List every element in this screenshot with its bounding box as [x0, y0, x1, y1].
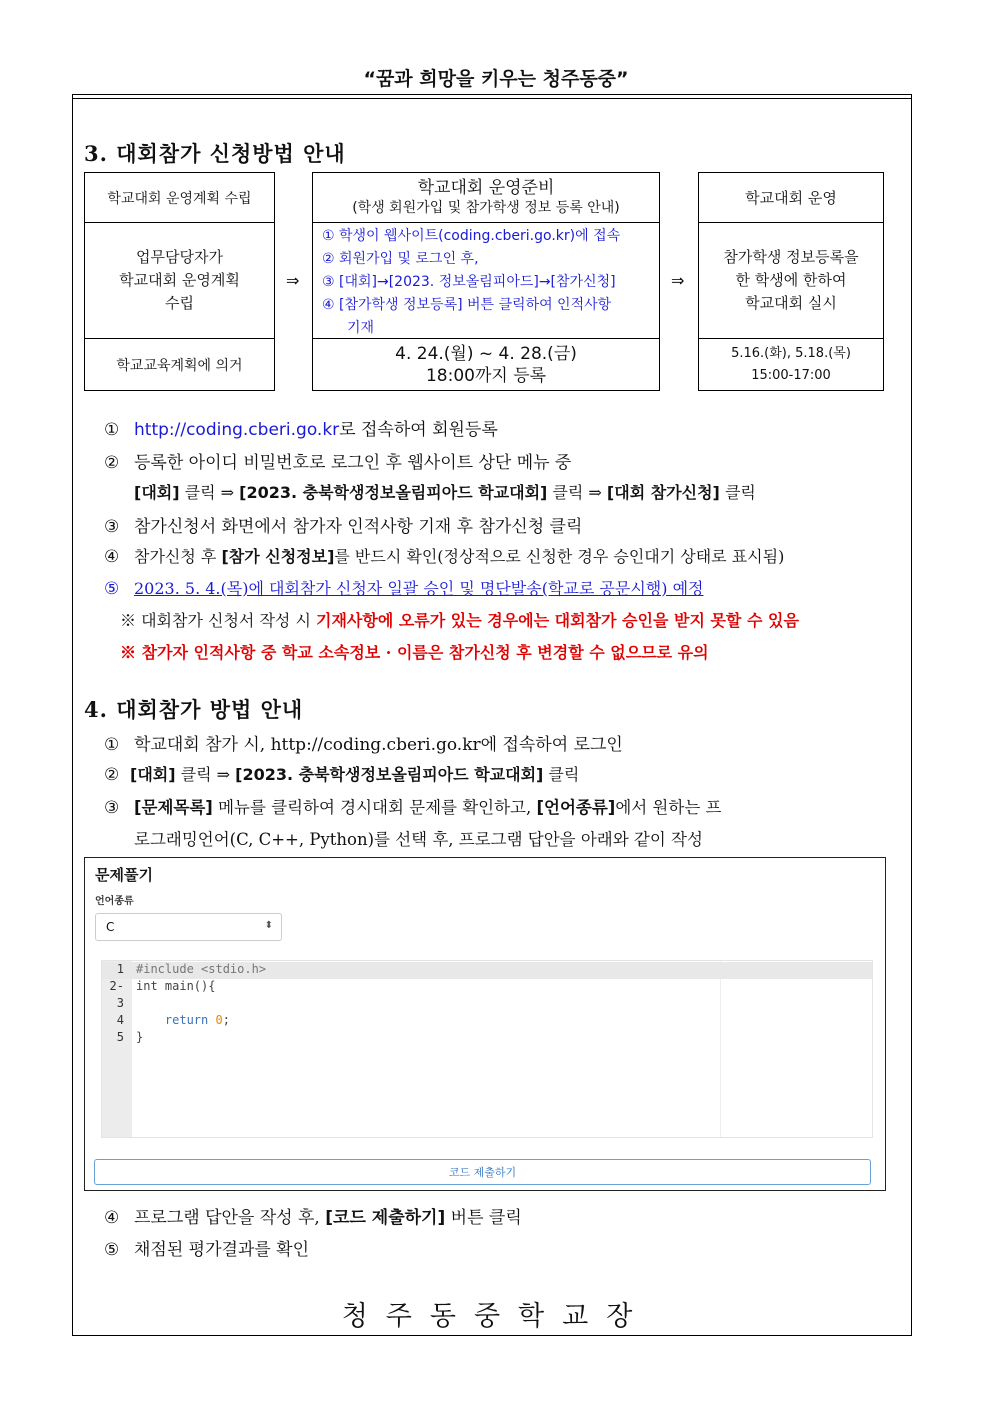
s3-item-2-continued — [134, 480, 756, 503]
box-plan-body-line: 업무담당자가 — [136, 248, 223, 266]
box-plan-body — [85, 222, 274, 338]
box-prepare-steps — [313, 222, 659, 338]
item-text: 참가신청 후 — [134, 547, 222, 566]
box-run-footer — [699, 338, 883, 390]
language-select[interactable] — [95, 913, 282, 941]
code-text: #include <stdio.h> — [136, 962, 267, 976]
menu-school-contest: [2023. 충북학생정보올림피아드 학교대회] — [235, 765, 544, 784]
flow-box-plan — [84, 172, 275, 391]
principal-signature: 청주동중학교장 — [341, 1301, 651, 1332]
prepare-step: ① 학생이 웹사이트(coding.cberi.go.kr)에 접속 — [322, 228, 621, 244]
code-editor[interactable] — [101, 960, 873, 1138]
panel-title: 문제풀기 — [95, 866, 153, 884]
menu-school-contest: [2023. 충북학생정보올림피아드 학교대회] — [239, 483, 548, 502]
s3-item-4 — [104, 544, 784, 567]
s4-item-3 — [104, 794, 721, 818]
flow-arrow: ⇒ — [671, 271, 685, 290]
item-text: 클릭 ⇒ — [179, 483, 240, 502]
box-run-body-line: 학교대회 실시 — [745, 294, 837, 312]
item-number: ④ — [104, 1208, 120, 1228]
s3-item-3 — [104, 512, 582, 537]
box-run-body-line: 참가학생 정보등록을 — [723, 248, 859, 266]
item-number: ① — [104, 420, 120, 440]
note-text: ※ 대회참가 신청서 작성 시 — [120, 611, 316, 630]
box-run-body-line: 한 학생에 한하여 — [735, 271, 847, 289]
approval-notice: 2023. 5. 4.(목)에 대회참가 신청자 일괄 승인 및 명단발송(학교로 공문시행) 예정 — [134, 579, 704, 598]
item-text: 참가신청서 화면에서 참가자 인적사항 기재 후 참가신청 클릭 — [134, 517, 583, 537]
frame-double-line — [72, 98, 912, 99]
box-plan-body-line: 수립 — [165, 294, 194, 312]
flow-box-run — [698, 172, 884, 391]
prepare-step: ③ [대회]→[2023. 정보올림피아드]→[참가신청] — [322, 274, 616, 290]
item-number: ⑤ — [104, 1240, 120, 1260]
menu-apply: [대회 참가신청] — [606, 483, 720, 502]
s3-item-2 — [104, 448, 571, 473]
item-text: 등록한 아이디 비밀번호로 로그인 후 웹사이트 상단 메뉴 중 — [134, 453, 572, 473]
s4-item-1 — [104, 730, 623, 755]
item-number: ② — [104, 453, 120, 473]
item-number: ③ — [104, 517, 120, 537]
item-text: 클릭 — [543, 765, 580, 784]
prepare-step: 기재 — [347, 320, 375, 336]
line-number: 2- — [109, 979, 124, 993]
item-text: 에서 원하는 프 — [615, 798, 722, 817]
line-number: 5 — [116, 1030, 124, 1044]
menu-problem-list: [문제목록] — [134, 798, 213, 817]
code-line — [102, 962, 872, 979]
site-link[interactable]: http://coding.cberi.go.kr — [134, 420, 340, 440]
s4-item-3-continued: 로그래밍언어(C, C++, Python)를 선택 후, 프로그램 답안을 아래와 같이 작성 — [134, 830, 703, 849]
menu-contest: [대회] — [130, 765, 176, 784]
item-number: ③ — [104, 798, 120, 818]
select-arrows-icon: ⬍ — [264, 920, 273, 931]
code-line — [102, 979, 872, 996]
s4-item-4 — [104, 1203, 522, 1228]
language-label: 언어종류 — [95, 896, 134, 907]
submit-code-button[interactable]: 코드 제출하기 — [94, 1159, 871, 1185]
menu-contest: [대회] — [134, 483, 180, 502]
language-selected-value: C — [106, 920, 115, 934]
run-dates: 5.16.(화), 5.18.(목) — [731, 345, 851, 361]
problem-solve-panel — [84, 857, 886, 1191]
item-text: 메뉴를 클릭하여 경시대회 문제를 확인하고, — [212, 798, 537, 817]
box-run-body — [699, 222, 883, 338]
box-plan-body-line: 학교대회 운영계획 — [119, 271, 240, 289]
code-text: } — [136, 1030, 144, 1044]
menu-apply-info: [참가 신청정보] — [221, 547, 335, 566]
item-text: 학교대회 참가 시, http://coding.cberi.go.kr에 접속하여 로그인 — [134, 735, 623, 755]
item-text: 버튼 클릭 — [445, 1208, 522, 1228]
box-prepare-subtitle: (학생 회원가입 및 참가학생 정보 등록 안내) — [352, 199, 620, 216]
item-text: 클릭 — [719, 483, 756, 502]
flow-box-prepare — [312, 172, 660, 391]
box-prepare-title: 학교대회 운영준비 — [417, 177, 555, 198]
section3-title: 3. 대회참가 신청방법 안내 — [84, 141, 346, 166]
prepare-step: ② 회원가입 및 로그인 후, — [322, 251, 479, 267]
menu-language: [언어종류] — [536, 798, 616, 817]
item-text: 클릭 ⇒ — [175, 765, 236, 784]
code-line — [102, 1030, 872, 1047]
box-prepare-header — [313, 173, 659, 222]
s3-item-1 — [104, 415, 498, 440]
note-warning: 기재사항에 오류가 있는 경우에는 대회참가 승인을 받지 못할 수 있음 — [316, 611, 799, 630]
s3-note-2: ※ 참가자 인적사항 중 학교 소속정보 · 이름은 참가신청 후 변경할 수 없으므로 유의 — [120, 643, 709, 662]
item-text: 프로그램 답안을 작성 후, — [134, 1208, 326, 1228]
box-run-header: 학교대회 운영 — [745, 189, 837, 207]
prepare-period: 4. 24.(월) ~ 4. 28.(금) — [395, 343, 577, 364]
item-number: ④ — [104, 547, 120, 567]
run-time: 15:00-17:00 — [751, 367, 831, 383]
prepare-step: ④ [참가학생 정보등록] 버튼 클릭하여 인적사항 — [322, 297, 612, 313]
code-text: int main(){ — [136, 979, 216, 993]
code-line — [102, 1013, 872, 1030]
code-text: return 0; — [136, 1013, 230, 1027]
item-number: ① — [104, 735, 120, 755]
item-number: ② — [104, 765, 120, 785]
s4-item-2 — [104, 762, 579, 785]
s3-item-5 — [104, 576, 703, 599]
item-text: 로 접속하여 회원등록 — [339, 420, 498, 440]
prepare-deadline: 18:00까지 등록 — [425, 365, 547, 386]
item-number: ⑤ — [104, 579, 120, 599]
item-text: 클릭 ⇒ — [547, 483, 607, 502]
s3-note-1 — [120, 608, 799, 631]
section4-title: 4. 대회참가 방법 안내 — [84, 697, 304, 722]
school-slogan: “꿈과 희망을 키우는 청주동중” — [363, 68, 629, 90]
s4-item-5 — [104, 1235, 309, 1260]
line-number: 4 — [116, 1013, 124, 1027]
code-line — [102, 996, 872, 1013]
item-text: 채점된 평가결과를 확인 — [134, 1240, 310, 1260]
menu-submit-code: [코드 제출하기] — [325, 1208, 446, 1228]
line-number: 3 — [116, 996, 124, 1010]
box-plan-header: 학교대회 운영계획 수립 — [107, 190, 252, 207]
item-text: 를 반드시 확인(정상적으로 신청한 경우 승인대기 상태로 표시됨) — [334, 547, 785, 566]
box-prepare-footer — [313, 338, 659, 390]
box-plan-footer: 학교교육계획에 의거 — [85, 338, 274, 390]
flow-arrow: ⇒ — [286, 271, 300, 290]
line-number: 1 — [116, 962, 124, 976]
